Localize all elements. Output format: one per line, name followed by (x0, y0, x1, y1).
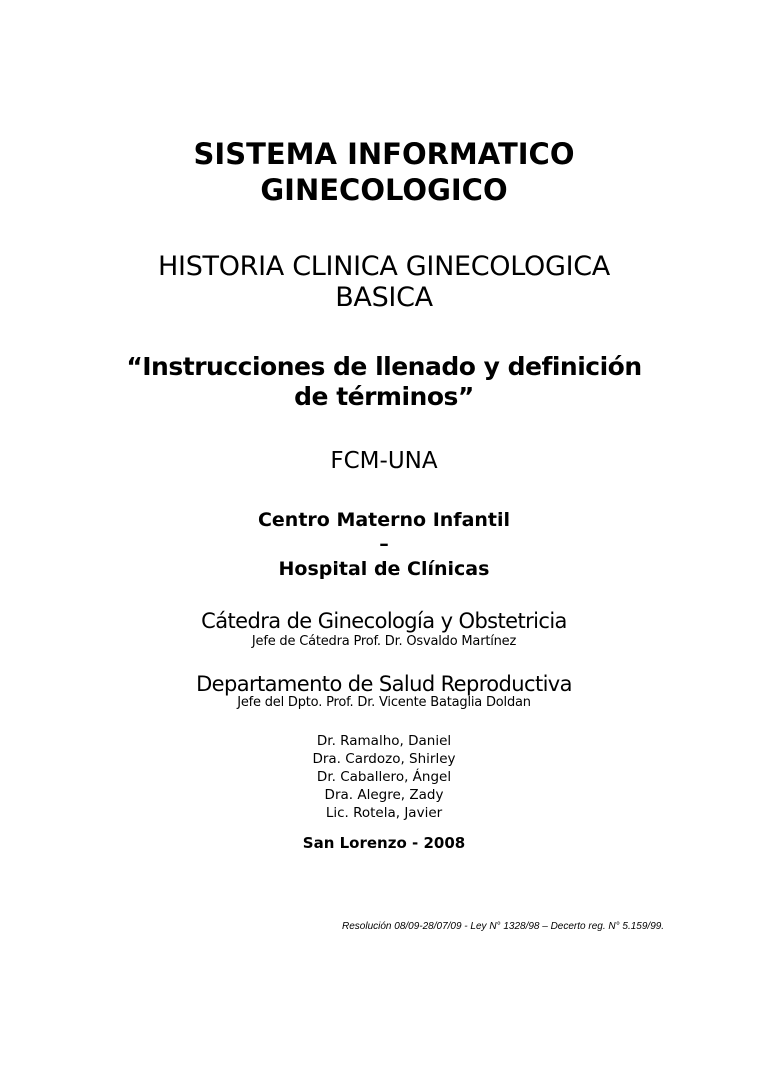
place-year: San Lorenzo - 2008 (302, 834, 466, 852)
author: Dr. Caballero, Ángel (316, 769, 452, 785)
author: Dra. Alegre, Zady (324, 787, 444, 803)
catedra-head: Jefe de Cátedra Prof. Dr. Osvaldo Martínez (251, 634, 517, 649)
author: Dr. Ramalho, Daniel (316, 733, 452, 749)
subtitle-line-1: HISTORIA CLINICA GINECOLOGICA (158, 251, 610, 282)
center-1: Centro Materno Infantil (257, 509, 511, 531)
instructions-line-1: “Instrucciones de llenado y definición (126, 352, 642, 381)
departamento-head: Jefe del Dpto. Prof. Dr. Vicente Bataglia Doldan (237, 695, 531, 710)
author: Dra. Cardozo, Shirley (312, 751, 456, 767)
instructions-line-2: de términos” (294, 382, 474, 411)
center-2: Hospital de Clínicas (278, 558, 490, 580)
subtitle-line-2: BASICA (335, 282, 433, 313)
departamento-name: Departamento de Salud Reproductiva (196, 672, 572, 696)
catedra-name: Cátedra de Ginecología y Obstetricia (201, 609, 567, 633)
author: Lic. Rotela, Javier (325, 805, 443, 821)
institution: FCM-UNA (330, 448, 438, 474)
center-separator: – (379, 533, 389, 555)
title-line-1: SISTEMA INFORMATICO (193, 137, 575, 171)
title-line-2: GINECOLOGICO (260, 173, 508, 207)
resolution-note: Resolución 08/09-28/07/09 - Ley N° 1328/98 – Decerto reg. N° 5.159/99. (342, 921, 665, 932)
